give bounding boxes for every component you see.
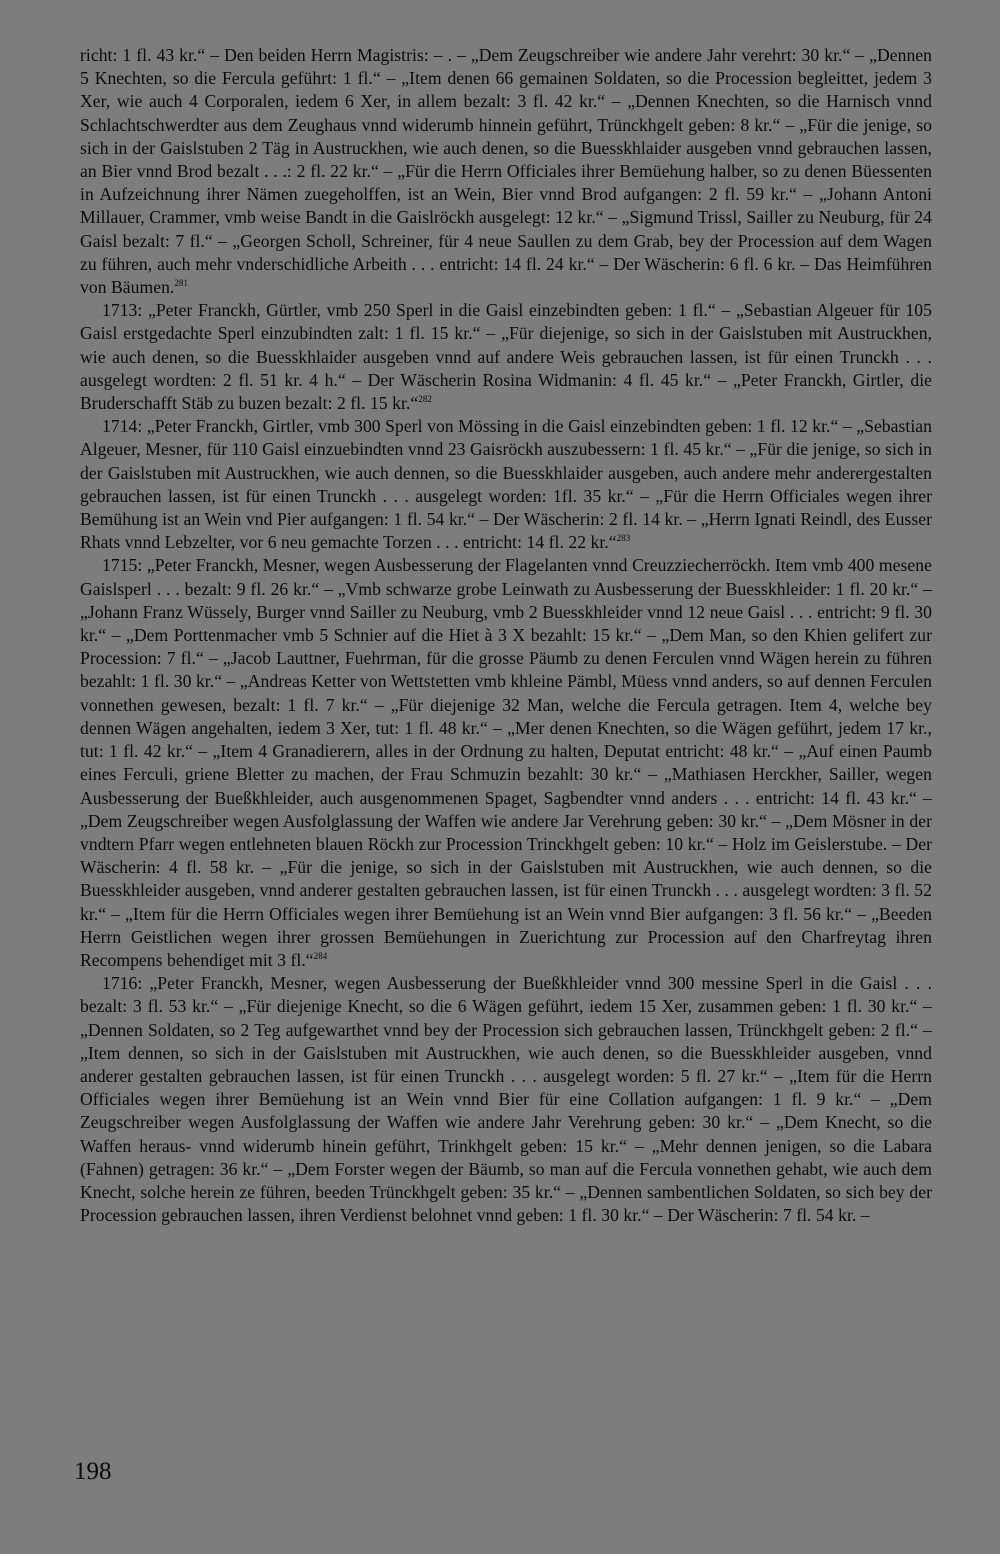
paragraph-1716 [80, 972, 932, 1227]
paragraph-1715 [80, 554, 932, 972]
paragraph-text: richt: 1 fl. 43 kr.“ – Den beiden Herrn Magistris: – . – „Dem Zeugschreiber wie andere Jahr verehrt: 30 kr.“ – „Dennen 5 Knechten, so die Fercula geführt: 1 fl.“ – „Item denen 66 gemainen Soldaten, so die Procession begleittet, jedem 3 Xer, wie auch 4 Corporalen, iedem 6 Xer, in allem bezalt: 3 fl. 42 kr.“ – „Dennen Knechten, so die Harnisch vnnd Schlachtschwerdter aus dem Zeughaus vnnd widerumb hinnein geführt, Trünckhgelt geben: 8 kr.“ – „Für die jenige, so sich in der Gaislstuben 2 Täg in Austruckhen, wie auch denen, so die Buesskhlaider ausgeben vnnd gebrauchen lassen, an Bier vnnd Brod bezalt . . .: 2 fl. 22 kr.“ – „Für die Herrn Officiales ihrer Bemüehung halber, so zu denen Büessenten in Aufzeichnung ihrer Nämen zuegeholffen, ist an Wein, Bier vnnd Brod aufgangen: 2 fl. 59 kr.“ – „Johann Antoni Millauer, Crammer, vmb weise Bandt in die Gaislröckh ausgelegt: 12 kr.“ – „Sigmund Trissl, Sailler zu Neuburg, für 24 Gaisl bezalt: 7 fl.“ – „Georgen Scholl, Schreiner, für 4 neue Saullen zu dem Grab, bey der Procession auf dem Wagen zu führen, auch mehr vnderschidliche Arbeith . . . entricht: 14 fl. 24 kr.“ – Der Wäscherin: 6 fl. 6 kr. – Das Heimführen von Bäumen. [80, 45, 932, 298]
paragraph-1713 [80, 299, 932, 415]
paragraph-text: 1714: „Peter Franckh, Girtler, vmb 300 Sperl von Mössing in die Gaisl einzebindten geben: 1 fl. 12 kr.“ – „Sebastian Algeuer, Mesner, für 110 Gaisl einzuebindten vnnd 23 Gaisröckh auszubessern: 1 fl. 45 kr.“ – „Für die jenige, so sich in der Gaislstuben mit Austruckhen, wie auch dennen, so die Buesskhlaider ausgeben, auch andere mehr anderergestalten gebrauchen lassen, ist für einen Trunckh . . . ausgelegt worden: 1fl. 35 kr.“ – „Für die Herrn Officiales wegen ihrer Bemühung ist an Wein vnd Pier aufgangen: 1 fl. 54 kr.“ – Der Wäscherin: 2 fl. 14 kr. – „Herrn Ignati Reindl, des Eusser Rhats vnnd Lebzelter, vor 6 neu gemachte Torzen . . . entricht: 14 fl. 22 kr.“ [80, 416, 932, 553]
page-number: 198 [74, 1458, 112, 1485]
paragraph-text: 1713: „Peter Franckh, Gürtler, vmb 250 Sperl in die Gaisl einzebindten geben: 1 fl.“ – „Sebastian Algeuer für 105 Gaisl erstgedachte Sperl einzubindten zalt: 1 fl. 15 kr.“ – „Für diejenige, so sich in der Gaislstuben mit Austruckhen, wie auch denen, so die Buesskhlaider ausgeben vnnd auf andere Weis gebrauchen lassen, ist für einen Trunckh . . . ausgelegt wordten: 2 fl. 51 kr. 4 h.“ – Der Wäscherin Rosina Widmanin: 4 fl. 45 kr.“ – „Peter Franckh, Girtler, die Bruderschafft Stäb zu buzen bezalt: 2 fl. 15 kr.“ [80, 300, 932, 414]
footnote-marker: 282 [418, 394, 432, 405]
footnote-marker: 281 [174, 278, 189, 289]
paragraph-text: 1716: „Peter Franckh, Mesner, wegen Ausbesserung der Bueßkhleider vnnd 300 messine Sperl in die Gaisl . . . bezalt: 3 fl. 53 kr.“ – „Für diejenige Knecht, so die 6 Wägen geführt, iedem 15 Xer, zusammen geben: 1 fl. 30 kr.“ – „Dennen Soldaten, so 2 Teg aufgewarthet vnnd bey der Procession sich gebrauchen lassen, Trünckhgelt geben: 2 fl.“ – „Item dennen, so sich in der Gaislstuben mit Austruckhen, wie auch denen, so die Buesskhleider ausgeben, vnnd anderer gestalten gebrauchen lassen, ist für einen Trunckh . . . ausgelegt worden: 5 fl. 27 kr.“ – „Item für die Herrn Officiales wegen ihrer Bemüehung ist an Wein vnnd Bier für eine Collation aufgangen: 1 fl. 9 kr.“ – „Dem Zeugschreiber wegen Ausfolglassung der Waffen wie andere Jahr Verehrung geben: 30 kr.“ – „Dem Knecht, so die Waffen heraus- vnnd widerumb hinein geführt, Trinkhgelt geben: 15 kr.“ – „Mehr dennen jenigen, so die Labara (Fahnen) getragen: 36 kr.“ – „Dem Forster wegen der Bäumb, so man auf die Fercula vonnethen gehabt, wie auch dem Knecht, solche herein ze führen, beeden Trünckhgelt geben: 35 kr.“ – „Dennen sambentlichen Soldaten, so sich bey der Procession gebrauchen lassen, ihren Verdienst belohnet vnnd geben: 1 fl. 30 kr.“ – Der Wäscherin: 7 fl. 54 kr. – [80, 973, 932, 1226]
paragraph-1714 [80, 415, 932, 554]
footnote-marker: 283 [616, 533, 631, 544]
paragraph-text: 1715: „Peter Franckh, Mesner, wegen Ausbesserung der Flagelanten vnnd Creuzziecherröckh. Item vmb 400 mesene Gaislsperl . . . bezalt: 9 fl. 26 kr.“ – „Vmb schwarze grobe Leinwath zu Ausbesserung der Buesskhleider: 1 fl. 20 kr.“ – „Johann Franz Wüssely, Burger vnnd Sailler zu Neuburg, vmb 2 Buesskhleider vnnd 12 neue Gaisl . . . entricht: 9 fl. 30 kr.“ – „Dem Porttenmacher vmb 5 Schnier auf die Hiet à 3 X bezahlt: 15 kr.“ – „Dem Man, so den Khien gelifert zur Procession: 7 fl.“ – „Jacob Lauttner, Fuehrman, für die grosse Päumb zu denen Ferculen vnnd Wägen herein zu führen bezahlt: 1 fl. 30 kr.“ – „Andreas Ketter von Wettstetten vmb khleine Pämbl, Müess vnnd anders, so auf dennen Ferculen vonnethen gewesen, bezalt: 1 fl. 7 kr.“ – „Für diejenige 32 Man, welche die Fercula getragen. Item 4, welche bey dennen Wägen angehalten, iedem 3 Xer, tut: 1 fl. 48 kr.“ – „Mer denen Knechten, so die Wägen geführt, jedem 17 kr., tut: 1 fl. 42 kr.“ – „Item 4 Granadierern, alles in der Ordnung zu halten, Deputat entricht: 48 kr.“ – „Auf einen Paumb eines Ferculi, griene Bletter zu machen, der Frau Schmuzin bezahlt: 30 kr.“ – „Mathiasen Herckher, Sailler, wegen Ausbesserung der Bueßkhleider, auch ausgenommenen Spaget, Sagbendter vnnd anders . . . entricht: 14 fl. 43 kr.“ – „Dem Zeugschreiber wegen Ausfolglassung der Waffen wie andere Jar Verehrung geben: 30 kr.“ – „Dem Mösner in der vndtern Pfarr wegen entlehneten blauen Röckh zur Procession Trinckhgelt geben: 10 kr.“ – Holz im Geislerstube. – Der Wäscherin: 4 fl. 58 kr. – „Für die jenige, so sich in der Gaislstuben mit Austruckhen, wie auch dennen, so die Buesskhleider ausgeben, vnnd anderer gestalten gebrauchen lassen, ist für einen Trunckh . . . ausgelegt wordten: 3 fl. 52 kr.“ – „Item für die Herrn Officiales wegen ihrer Bemüehung ist an Wein vnnd Bier aufgangen: 3 fl. 56 kr.“ – „Beeden Herrn Geistlichen wegen ihrer grossen Bemüehungen in Zuerichtung zur Procession auf den Charfreytag ihren Recompens behendiget mit 3 fl.“ [80, 555, 932, 970]
page-text [80, 44, 932, 1227]
paragraph-continuation [80, 44, 932, 299]
footnote-marker: 284 [313, 950, 328, 961]
